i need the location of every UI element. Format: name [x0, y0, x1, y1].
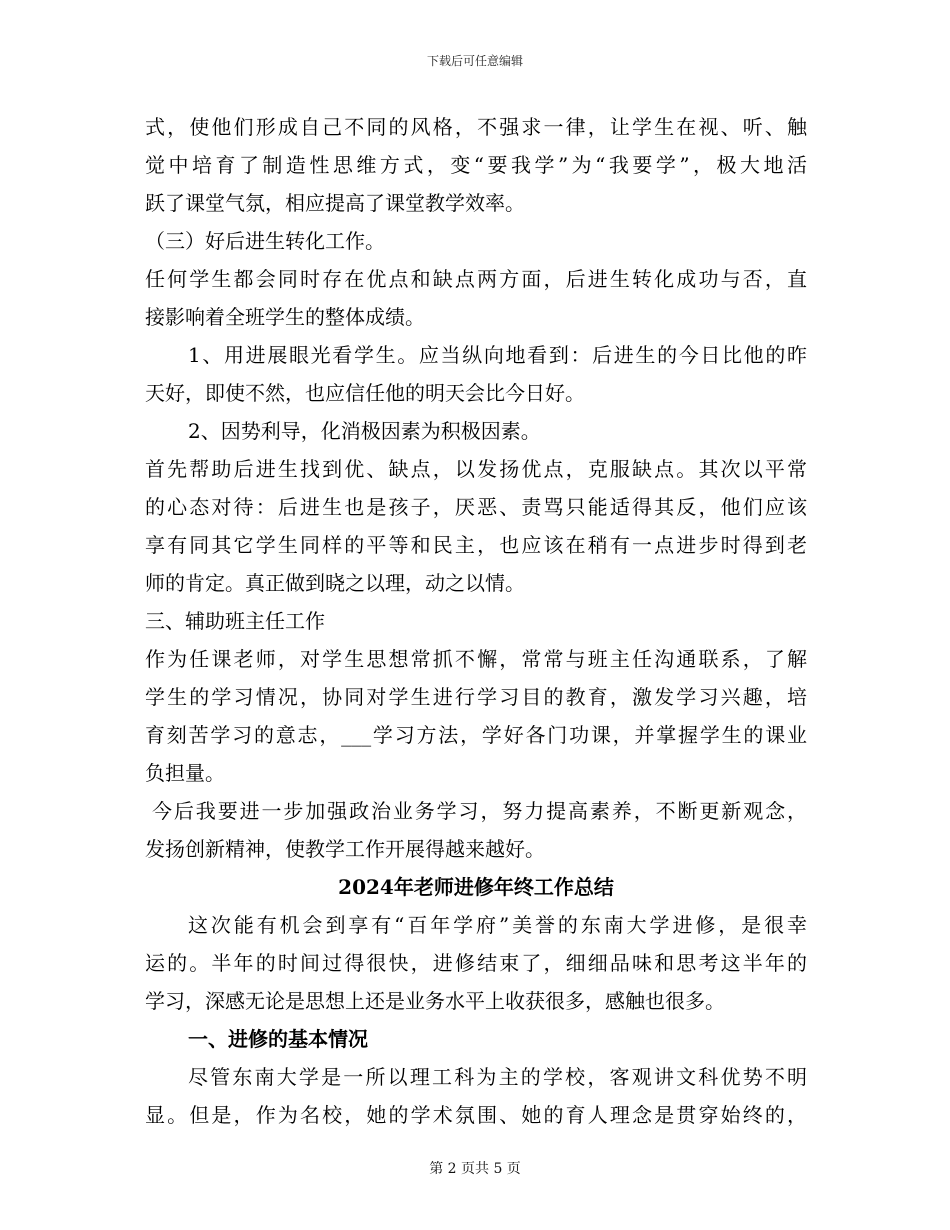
list-item-2: 2、因势利导，化消极因素为积极因素。 [188, 419, 541, 443]
text-line: 尽管东南大学是一所以理工科为主的学校，客观讲文科优势不明 [188, 1065, 807, 1089]
section-heading: （三）好后进生转化工作。 [145, 229, 385, 253]
text-line: 育刻苦学习的意志，___学习方法，学好各门功课，并掌握学生的课业 [145, 723, 807, 747]
text-line: 的心态对待：后进生也是孩子，厌恶、责骂只能适得其反，他们应该 [145, 495, 807, 519]
document-body [145, 108, 807, 1134]
text-line: 接影响着全班学生的整体成绩。 [145, 305, 425, 329]
text-line: 师的肯定。真正做到晓之以理，动之以情。 [145, 571, 525, 595]
text-line: 运的。半年的时间过得很快，进修结束了，细细品味和思考这半年的 [145, 951, 807, 975]
text-line: 今后我要进一步加强政治业务学习，努力提高素养，不断更新观念， [152, 799, 807, 823]
text-line: 跃了课堂气氛，相应提高了课堂教学效率。 [145, 191, 525, 215]
text-line: 学习，深感无论是思想上还是业务水平上收获很多，感触也很多。 [145, 989, 725, 1013]
text-line: 享有同其它学生同样的平等和民主，也应该在稍有一点进步时得到老 [145, 533, 807, 557]
section-heading: 一、进修的基本情况 [188, 1027, 368, 1051]
text-line: 天好，即使不然，也应信任他的明天会比今日好。 [145, 381, 585, 405]
text-line: 觉中培育了制造性思维方式，变“要我学”为“我要学”，极大地活 [145, 153, 807, 177]
text-line: 首先帮助后进生找到优、缺点，以发扬优点，克服缺点。其次以平常 [145, 457, 807, 481]
text-line: 发扬创新精神，使教学工作开展得越来越好。 [145, 837, 545, 861]
text-line: 这次能有机会到享有“百年学府”美誉的东南大学进修，是很幸 [188, 913, 807, 937]
page-header: 下载后可任意编辑 [426, 54, 523, 68]
text-line: 式，使他们形成自己不同的风格，不强求一律，让学生在视、听、触 [145, 115, 807, 139]
text-line: 任何学生都会同时存在优点和缺点两方面，后进生转化成功与否，直 [145, 267, 807, 291]
list-item-1: 1、用进展眼光看学生。应当纵向地看到：后进生的今日比他的昨 [188, 343, 807, 367]
text-line: 负担量。 [145, 761, 225, 785]
section-heading: 三、辅助班主任工作 [145, 609, 325, 633]
page-footer: 第 2 页共 5 页 [429, 1161, 521, 1177]
text-line: 作为任课老师，对学生思想常抓不懈，常常与班主任沟通联系，了解 [145, 647, 807, 671]
text-line: 学生的学习情况，协同对学生进行学习目的教育，激发学习兴趣，培 [145, 685, 807, 709]
text-line: 显。但是，作为名校，她的学术氛围、她的育人理念是贯穿始终的， [145, 1103, 807, 1127]
document-title: 2024年老师进修年终工作总结 [338, 875, 614, 899]
